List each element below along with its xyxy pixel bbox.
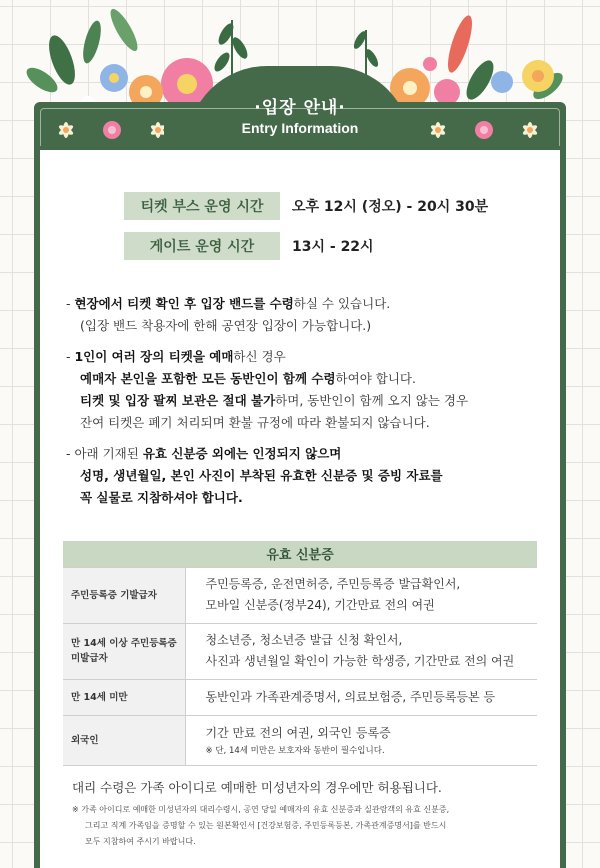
- id-documents: 주민등록증, 운전면허증, 주민등록증 발급확인서, 모바일 신분증(정부24), 기간만료 전의 여권: [185, 567, 537, 623]
- note-valid-id: - 아래 기재된 유효 신분증 외에는 인정되지 않으며 성명, 생년월일, 본인 사진이 부착된 유효한 신분증 및 증빙 자료를 꼭 실물로 지참하셔야 합니다.: [66, 446, 443, 505]
- table-row: [63, 623, 537, 679]
- note-multiple-tickets: - 1인이 여러 장의 티켓을 예매하신 경우 예매자 본인을 포함한 모든 동반인이 함께 수령하여야 합니다. 티켓 및 입장 팔찌 보관은 절대 불가하며, 동반인이 함께 오지 않는 경우 잔여 티켓은 폐기 처리되며 환불 규정에 따라 환불되지 않습니다.: [66, 349, 469, 430]
- id-category: 주민등록증 기발급자: [63, 567, 185, 623]
- table-row: [63, 567, 537, 623]
- id-documents: 기간 만료 전의 여권, 외국인 등록증 ※ 단, 14세 미만은 보호자와 동반이 필수입니다.: [185, 715, 537, 765]
- id-category: 만 14세 미만: [63, 679, 185, 715]
- id-documents: 청소년증, 청소년증 발급 신청 확인서, 사진과 생년월일 확인이 가능한 학생증, 기간만료 전의 여권: [185, 623, 537, 679]
- note-band-pickup: - 현장에서 티켓 확인 후 입장 밴드를 수령하실 수 있습니다. (입장 밴드 착용자에 한해 공연장 입장이 가능합니다.): [66, 296, 391, 333]
- page-title-korean: ·입장 안내·: [254, 98, 346, 118]
- hours-row-gate: [124, 230, 488, 262]
- entry-notes: [66, 293, 536, 518]
- hours-value: 오후 12시 (정오) - 20시 30분: [292, 199, 489, 215]
- id-documents: 동반인과 가족관계증명서, 의료보험증, 주민등록등본 등: [185, 679, 537, 715]
- table-row: [63, 715, 537, 765]
- id-category: 외국인: [63, 715, 185, 765]
- hours-value: 13시 - 22시: [292, 239, 374, 255]
- operating-hours: [124, 190, 488, 270]
- banner-right-flowers-icon: [426, 116, 546, 144]
- id-category: 만 14세 이상 주민등록증 미발급자: [63, 623, 185, 679]
- table-row: [63, 679, 537, 715]
- page-title-english: Entry Information: [241, 120, 359, 136]
- hours-label: 티켓 부스 운영 시간: [124, 192, 280, 220]
- proxy-pickup-note: ※ 가족 아이디로 예매한 미성년자의 대리수령시, 공연 당일 예매자의 유효 신분증과 실관람객의 유효 신분증, 그리고 직계 가족임을 증명할 수 있는 원본확인서 [건강보험증, 주민등록등본, 가족관계증명서]를 반드시 모두 지참하여 주시기 바랍니다.: [72, 805, 450, 846]
- hours-label: 게이트 운영 시간: [124, 232, 280, 260]
- table-header: 유효 신분증: [63, 541, 537, 567]
- hours-row-ticket-booth: [124, 190, 488, 222]
- banner-left-flowers-icon: [54, 116, 164, 144]
- proxy-pickup-notice: [72, 778, 542, 850]
- valid-id-table: [63, 541, 537, 766]
- proxy-pickup-main: 대리 수령은 가족 아이디로 예매한 미성년자의 경우에만 허용됩니다.: [72, 780, 442, 795]
